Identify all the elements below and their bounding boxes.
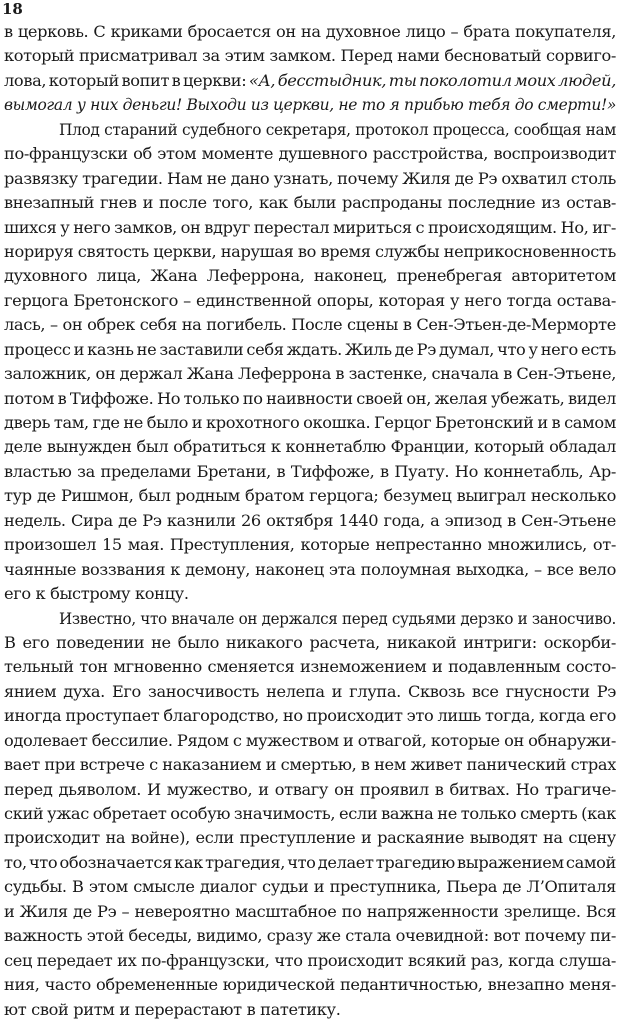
line-text: духовного лица, Жана Леферрона, наконец, пренебрегая авторитетом [4,266,616,286]
text-line [4,655,616,679]
line-text: тур де Ришмон, был родным братом герцога; безумец выиграл несколько [4,486,616,506]
line-text: Известно, что вначале он держался перед судьями дерзко и заносчиво. [59,608,616,628]
text-line [4,118,616,142]
line-text: происходит на войне), если преступление и раскаяние выводят на сцену [4,828,616,848]
text-line [4,753,616,777]
text-line [4,509,616,533]
line-text: вает при встрече с наказанием и смертью, в нем живет панический страх [4,755,616,775]
page-number: 18 [2,0,23,18]
text-line [4,631,616,655]
line-text: чаянные воззвания к демону, наконец эта полоумная выходка, – все вело [4,559,616,579]
quote-text: «А, бесстыдник, ты поколотил моих людей, [248,70,616,90]
line-text: шихся у него замков, он вдруг перестал мириться с происходящим. Но, иг- [4,217,616,237]
line-text: властью за пределами Бретани, в Тиффоже, в Пуату. Но коннетабль, Ар- [4,461,616,481]
text-line [4,680,616,704]
line-text: ния, часто обремененные юридической педантичностью, внезапно меня- [4,975,616,995]
text-line [4,704,616,728]
text-line [4,778,616,802]
line-text: внезапный гнев и после того, как были распроданы последние из остав- [4,193,616,213]
text-line [4,216,616,240]
text-line [4,362,616,386]
line-text: лова, который вопит в церкви: [4,70,249,90]
text-line [4,949,616,973]
text-line [4,142,616,166]
line-text: судьбы. В этом смысле диалог судьи и преступника, Пьера де Л’Опиталя [4,877,616,897]
text-line [4,607,616,631]
line-text: норируя святость церкви, нарушая во время службы неприкосновенность [4,241,616,261]
text-line [4,69,616,93]
text-line [4,826,616,850]
line-text: недель. Сира де Рэ казнили 26 октября 1440 года, а эпизод в Сен-Этьене [4,510,616,530]
text-line [4,264,616,288]
line-text: деле вынужден был обратиться к коннетаблю Франции, который обладал [4,437,616,457]
line-text: сец передает их по-французски, что происходит всякий раз, когда слуша- [4,950,616,970]
line-text: ют свой ритм и перерастают в патетику. [4,999,341,1019]
text-line [4,900,616,924]
text-line [4,924,616,948]
line-text: лась, – он обрек себя на погибель. После сцены в Сен-Этьен-де-Мерморте [4,315,616,335]
line-text: герцога Бретонского – единственной опоры, которая у него тогда остава- [4,290,616,310]
line-text: который присматривал за этим замком. Перед нами бесноватый сорвиго- [4,46,616,66]
paragraph [4,20,616,118]
line-text: дверь там, где не было и крохотного окошка. Герцог Бретонский и в самом [4,413,616,432]
text-line [4,387,616,411]
text-line [4,240,616,264]
line-text: потом в Тиффоже. Но только по наивности своей он, желая убежать, видел [4,388,616,408]
line-text: В его поведении не было никакого расчета, никакой интриги: оскорби- [4,632,616,652]
line-text: по-французски об этом моменте душевного расстройства, воспроизводит [4,144,616,164]
text-line [4,802,616,826]
text-line [4,93,616,117]
text-line [4,558,616,582]
text-line [4,582,616,606]
body-text [4,20,616,1022]
text-line [4,460,616,484]
text-line [4,313,616,337]
text-line [4,338,616,362]
text-line [4,435,616,459]
text-line [4,973,616,997]
text-line [4,191,616,215]
text-line [4,289,616,313]
line-text: развязку трагедии. Нам не дано узнать, почему Жиля де Рэ охватил столь [4,168,616,188]
line-text: одолевает бессилие. Рядом с мужеством и отвагой, которые он обнаружи- [4,730,616,750]
paragraph [4,118,616,607]
text-line [4,484,616,508]
line-text: заложник, он держал Жана Леферрона в застенке, сначала в Сен-Этьене, [4,364,616,384]
line-text: произошел 15 мая. Преступления, которые непрестанно множились, от- [4,535,616,555]
text-line [4,998,616,1022]
quote-text: вымогал у них деньги! Выходи из церкви, не то я прибью тебя до смерти!» [4,95,616,115]
text-line [4,20,616,44]
line-text: важность этой беседы, видимо, сразу же стала очевидной: вот почему пи- [4,926,616,946]
paragraph [4,607,616,1022]
line-text: янием духа. Его заносчивость нелепа и глупа. Сквозь все гнусности Рэ [4,681,616,701]
line-text: перед дьяволом. И мужество, и отвагу он проявил в битвах. Но трагиче- [4,779,616,799]
text-line [4,533,616,557]
text-line [4,44,616,68]
line-text: его к быстрому концу. [4,584,189,604]
text-line [4,411,616,435]
text-line [4,729,616,753]
line-text: ский ужас обретает особую значимость, если важна не только смерть (как [4,804,616,823]
text-line [4,851,616,875]
line-text: процесс и казнь не заставили себя ждать. Жиль де Рэ думал, что у него есть [4,339,616,359]
line-text: иногда проступает благородство, но происходит это лишь тогда, когда его [4,706,616,726]
line-text: и Жиля де Рэ – невероятно масштабное по напряженности зрелище. Вся [4,901,616,921]
text-line [4,875,616,899]
line-text: Плод стараний судебного секретаря, протокол процесса, сообщая нам [59,119,616,139]
text-line [4,167,616,191]
line-text: тельный тон мгновенно сменяется изнеможением и подавленным состо- [4,657,616,677]
line-text: в церковь. С криками бросается он на духовное лицо – брата покупателя, [4,22,616,41]
line-text: то, что обозначается как трагедия, что делает трагедию выражением самой [4,852,616,872]
